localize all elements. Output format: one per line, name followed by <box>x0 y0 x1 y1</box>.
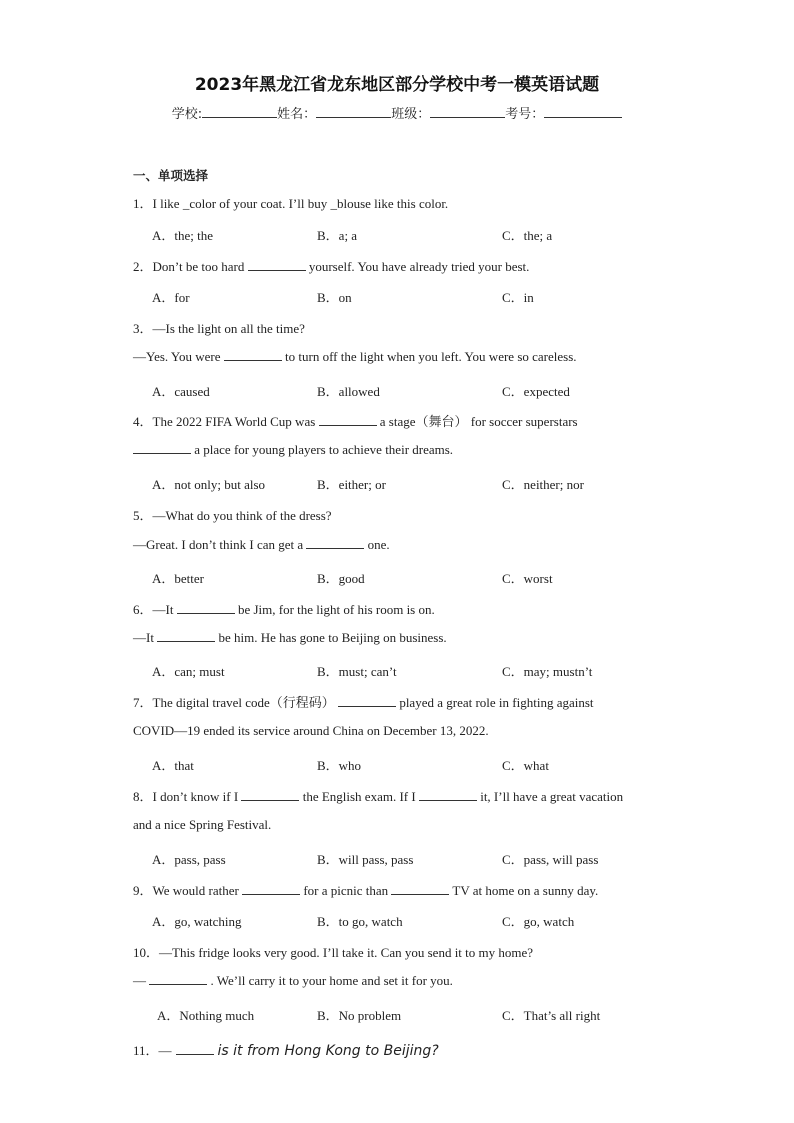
answer-blank <box>419 789 477 801</box>
question-4-option-c[interactable]: C．neither; nor <box>502 477 584 492</box>
question-2-option-c[interactable]: C．in <box>502 290 534 305</box>
question-5-option-b[interactable]: B．good <box>317 571 365 586</box>
question-6-line-2: —It be him. He has gone to Beijing on business. <box>133 630 447 645</box>
question-3-option-b[interactable]: B．allowed <box>317 384 380 399</box>
question-7-line-2: COVID—19 ended its service around China on December 13, 2022. <box>133 723 489 738</box>
school-label: 学校: <box>171 107 203 122</box>
question-2-option-b[interactable]: B．on <box>317 290 352 305</box>
question-8-line-1: 8．I don’t know if I the English exam. If I it, I’ll have a great vacation <box>133 789 624 804</box>
question-9-option-b[interactable]: B．to go, watch <box>317 914 403 929</box>
question-10-option-b[interactable]: B．No problem <box>317 1008 402 1023</box>
answer-blank <box>248 259 306 271</box>
q11-blank <box>176 1043 214 1055</box>
question-1-line-1: 1．I like _color of your coat. I’ll buy _blouse like this color. <box>133 196 449 211</box>
question-6-line-1: 6．—It be Jim, for the light of his room is on. <box>133 602 435 617</box>
answer-blank <box>391 883 449 895</box>
question-7-option-b[interactable]: B．who <box>317 758 362 773</box>
question-4-line-1: 4．The 2022 FIFA World Cup was a stage（舞台） for soccer superstars <box>133 414 578 429</box>
section-heading: 一、单项选择 <box>133 168 209 183</box>
question-2-line-1: 2．Don’t be too hard yourself. You have already tried your best. <box>133 259 530 274</box>
q11-text: is it from Hong Kong to Beijing? <box>217 1043 439 1059</box>
question-9-line-1: 9．We would rather for a picnic than TV at home on a sunny day. <box>133 883 599 898</box>
answer-blank <box>133 442 191 454</box>
school-blank[interactable] <box>202 105 277 118</box>
question-1-option-a[interactable]: A．the; the <box>152 228 214 243</box>
question-8-option-c[interactable]: C．pass, will pass <box>502 852 599 867</box>
name-blank[interactable] <box>316 105 391 118</box>
question-4-option-a[interactable]: A．not only; but also <box>152 477 266 492</box>
question-7-line-1: 7．The digital travel code（行程码） played a great role in fighting against <box>133 695 594 710</box>
question-3-line-2: —Yes. You were to turn off the light when you left. You were so careless. <box>133 349 577 364</box>
question-3-option-a[interactable]: A．caused <box>152 384 210 399</box>
question-6-option-c[interactable]: C．may; mustn’t <box>502 664 593 679</box>
question-5-line-1: 5．—What do you think of the dress? <box>133 508 332 523</box>
student-info-line <box>0 103 794 122</box>
question-10-line-2: — . We’ll carry it to your home and set it for you. <box>133 973 453 988</box>
question-11 <box>133 1040 439 1059</box>
answer-blank <box>149 973 207 985</box>
q11-prefix: 11．— <box>133 1043 172 1058</box>
number-label: 考号： <box>505 107 545 122</box>
question-6-option-b[interactable]: B．must; can’t <box>317 664 397 679</box>
class-label: 班级： <box>391 107 431 122</box>
answer-blank <box>319 414 377 426</box>
page-title: 2023年黑龙江省龙东地区部分学校中考一模英语试题 <box>194 75 600 95</box>
question-8-option-a[interactable]: A．pass, pass <box>152 852 226 867</box>
answer-blank <box>338 695 396 707</box>
question-10-line-1: 10．—This fridge looks very good. I’ll take it. Can you send it to my home? <box>133 945 534 960</box>
question-10-option-c[interactable]: C．That’s all right <box>502 1008 601 1023</box>
answer-blank <box>242 883 300 895</box>
answer-blank <box>241 789 299 801</box>
question-9-option-a[interactable]: A．go, watching <box>152 914 242 929</box>
answer-blank <box>306 537 364 549</box>
question-8-line-2: and a nice Spring Festival. <box>133 817 272 832</box>
question-5-option-c[interactable]: C．worst <box>502 571 553 586</box>
class-blank[interactable] <box>430 105 505 118</box>
question-7-option-c[interactable]: C．what <box>502 758 549 773</box>
question-4-option-b[interactable]: B．either; or <box>317 477 386 492</box>
question-2-option-a[interactable]: A．for <box>152 290 190 305</box>
question-3-line-1: 3．—Is the light on all the time? <box>133 321 305 336</box>
question-7-option-a[interactable]: A．that <box>152 758 194 773</box>
question-5-line-2: —Great. I don’t think I can get a one. <box>133 537 390 552</box>
answer-blank <box>157 630 215 642</box>
question-1-option-b[interactable]: B．a; a <box>317 228 358 243</box>
question-8-option-b[interactable]: B．will pass, pass <box>317 852 414 867</box>
number-blank[interactable] <box>544 105 622 118</box>
question-3-option-c[interactable]: C．expected <box>502 384 570 399</box>
name-label: 姓名： <box>277 107 317 122</box>
question-9-option-c[interactable]: C．go, watch <box>502 914 575 929</box>
answer-blank <box>177 602 235 614</box>
question-1-option-c[interactable]: C．the; a <box>502 228 553 243</box>
question-10-option-a[interactable]: A．Nothing much <box>157 1008 255 1023</box>
question-5-option-a[interactable]: A．better <box>152 571 204 586</box>
question-4-line-2: a place for young players to achieve their dreams. <box>133 442 453 458</box>
question-6-option-a[interactable]: A．can; must <box>152 664 225 679</box>
answer-blank <box>224 349 282 361</box>
